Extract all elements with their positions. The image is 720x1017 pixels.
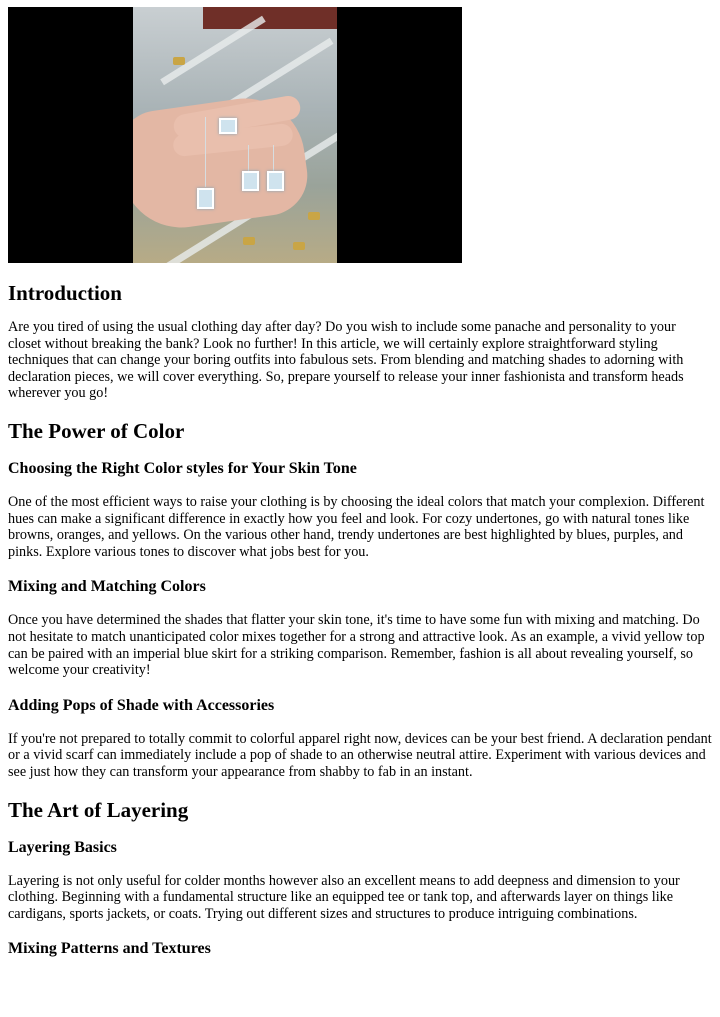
photo-gold-item	[293, 242, 305, 250]
heading-art-of-layering: The Art of Layering	[8, 797, 189, 822]
photo-earring-gem	[267, 171, 284, 191]
photo-gold-item	[243, 237, 255, 245]
subheading-choosing-colors: Choosing the Right Color styles for Your Skin Tone	[8, 459, 357, 477]
photo-gold-item	[173, 57, 185, 65]
heading-introduction: Introduction	[8, 281, 122, 305]
paragraph-introduction: Are you tired of using the usual clothing day after day? Do you wish to include some panache and personality to your closet without breaking the bank? Look no further! In this article, we will certainly explore straightforward styling techniques that can change your boring outfits into fabulous sets. From blending and matching shades to adorning with declaration pieces, we will cover everything. So, prepare yourself to release your inner fashionista and transform heads wherever you go!	[8, 319, 684, 402]
paragraph-accessories: If you're not prepared to totally commit to colorful apparel right now, devices can be your best friend. A declaration pendant or a vivid scarf can immediately include a pop of shade to an otherwise neutral attire. Experiment with various devices and see just how they can transform your appearance from shabby to fab in an instant.	[8, 730, 712, 780]
paragraph-layering-basics: Layering is not only useful for colder months however also an excellent means to add deepness and dimension to your clothing. Beginning with a fundamental structure like an equipped tee or tank top, and afterwards layer on things like cardigans, sports jackets, or coats. Trying out different sizes and structures to produce intriguing combinations.	[8, 872, 680, 922]
paragraph-choosing-colors: One of the most efficient ways to raise your clothing is by choosing the ideal colors that match your complexion. Different hues can make a significant difference in exactly how you feel and look. For cozy undertones, go with natural tones like browns, oranges, and yellows. On the various other hand, trendy undertones are best highlighted by blues, purples, and pinks. Explore various tones to discover what jobs best for you.	[8, 493, 705, 560]
photo-necklace-chain	[205, 117, 206, 187]
heading-power-of-color: The Power of Color	[8, 418, 185, 443]
photo-earring-chain	[248, 145, 249, 173]
paragraph-mixing-colors: Once you have determined the shades that flatter your skin tone, it's time to have some fun with mixing and matching. Do not hesitate to match unanticipated color mixes together for a strong and attractive look. As an example, a vivid yellow top can be paired with an imperial blue skirt for a striking comparison. Remember, fashion is all about revealing yourself, so welcome your creativity!	[8, 612, 705, 679]
video-player[interactable]	[8, 7, 462, 263]
subheading-accessories: Adding Pops of Shade with Accessories	[8, 696, 275, 714]
photo-earring-chain	[273, 145, 274, 173]
subheading-layering-basics: Layering Basics	[8, 838, 117, 856]
photo-earring-gem	[242, 171, 259, 191]
photo-pendant-gem	[197, 188, 214, 209]
photo-background-frame	[203, 7, 337, 29]
jewelry-photo	[133, 7, 337, 263]
subheading-mixing-colors: Mixing and Matching Colors	[8, 578, 206, 596]
photo-gold-item	[308, 212, 320, 220]
photo-ring-gem	[219, 118, 237, 134]
subheading-mixing-patterns: Mixing Patterns and Textures	[8, 940, 211, 958]
